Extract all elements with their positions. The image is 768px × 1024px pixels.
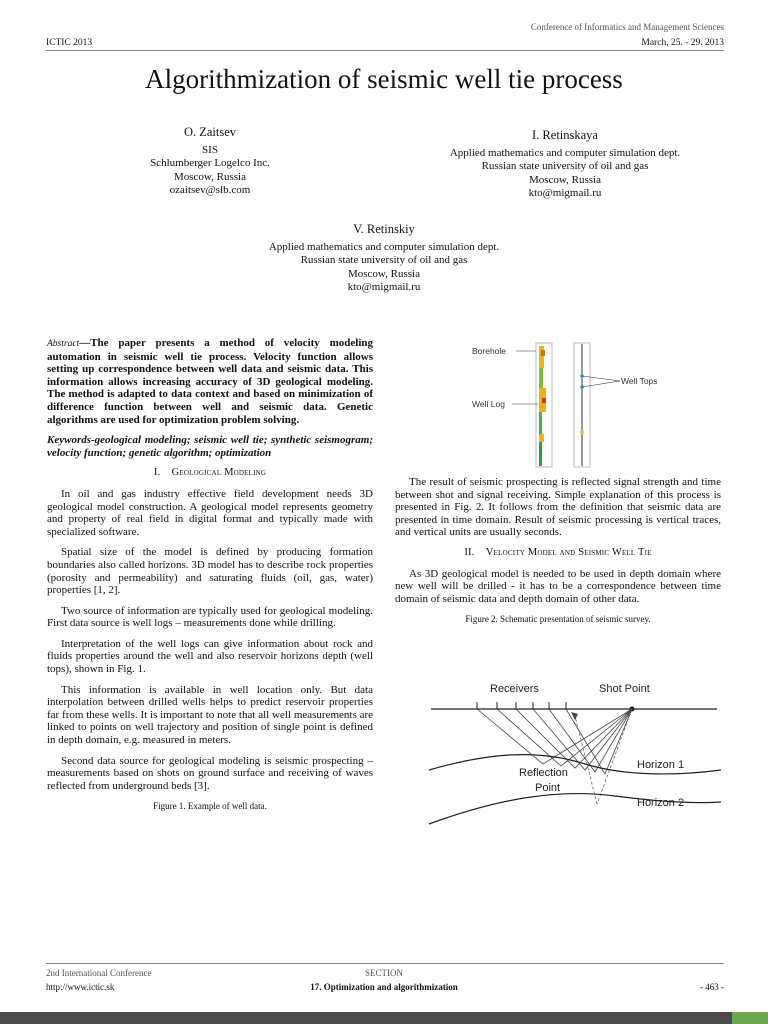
abstract-text: —The paper presents a method of velocity modeling automation in seismic well tie process. Velocity function allows setting up correspondence between well data and seismic data. This information allows increasing accuracy of 3D geological modeling. The method is adapted to data context and based on minimization of difference function between well and seismic data. Genetic algorithms are used for optimization problem solving. [47, 337, 373, 426]
paragraph: Two source of information are typically used for geological modeling. First data source is well logs – measurements done while drilling. [47, 604, 373, 630]
figure-1-well-data [468, 340, 668, 470]
footer-conference: 2nd International Conference [46, 968, 152, 978]
label-shot-point: Shot Point [599, 683, 650, 695]
page-number: - 463 - [700, 982, 724, 992]
abstract [47, 337, 373, 426]
author-block-3 [220, 223, 548, 295]
paragraph: Spatial size of the model is defined by producing formation boundaries also called horizons. 3D model has to describe rock properties (porosity and permeability) and saturating fluids (oil, gas, water) properties [1, 2]. [47, 546, 373, 597]
footer-section-label: SECTION [365, 968, 403, 978]
author-name: V. Retinskiy [353, 222, 415, 236]
author-affiliation: Russian state university of oil and gas [300, 254, 468, 266]
footer-bar [0, 1012, 768, 1024]
author-name: O. Zaitsev [183, 125, 237, 139]
label-horizon-2: Horizon 2 [637, 797, 685, 809]
paragraph: Interpretation of the well logs can give information about rock and fluids properties around the well and also reservoir horizons depth (well tops), shown in Fig. 1. [47, 637, 373, 676]
header-event: ICTIC 2013 [46, 38, 93, 48]
section-heading-1: I. Geological Modeling [153, 467, 267, 479]
footer-url-link[interactable]: http://www.ictic.sk [46, 982, 115, 992]
author-affiliation: Applied mathematics and computer simulation dept. [449, 146, 681, 159]
author-email: kto@migmail.ru [347, 281, 421, 293]
footer-bar-accent [732, 1012, 768, 1024]
paragraph: This information is available in well location only. But data interpolation between drilled wells helps to predict reservoir properties far from these wells. It is important to note that all well measurements are linked to points on well trajectory and position of single point is defined in depth domain, e.g. measured in meters. [47, 683, 373, 747]
author-affiliation: Schlumberger Logelco Inc. [150, 157, 270, 169]
author-location: Moscow, Russia [528, 173, 601, 186]
label-receivers: Receivers [490, 683, 539, 695]
header-date: March, 25. - 29. 2013 [641, 38, 724, 48]
paper-title: Algorithmization of seismic well tie process [145, 64, 623, 94]
header-conference: Conference of Informatics and Management Sciences [530, 22, 724, 32]
figure-1-caption: Figure 1. Example of well data. [153, 801, 267, 812]
label-point: Point [535, 782, 561, 794]
keywords: Keywords-geological modeling; seismic well tie; synthetic seismogram; velocity function; genetic algorithm; optimization [47, 434, 373, 459]
author-email: kto@migmail.ru [528, 187, 602, 199]
label-borehole: Borehole [472, 346, 507, 356]
footer-rule [46, 963, 724, 964]
footer-section-name: 17. Optimization and algorithmization [310, 982, 458, 992]
label-well-tops: Well Tops [621, 376, 658, 386]
section-heading-2: II. Velocity Model and Seismic Well Tie [464, 546, 652, 558]
author-block-2 [400, 129, 730, 201]
author-affiliation: SIS [202, 143, 218, 156]
author-affiliation: Russian state university of oil and gas [481, 160, 649, 172]
paragraph: Second data source for geological modeling is seismic prospecting – measurements based on shots on ground surface and receiving of waves reflected from underground beds [3]. [47, 754, 373, 792]
author-name: I. Retinskaya [532, 128, 598, 142]
abstract-label: Abstract [47, 339, 80, 349]
paragraph: In oil and gas industry effective field development needs 3D geological model construction. A geological model represents geometry and property of real field in digital format and typically made with specialized software. [47, 487, 373, 538]
header-rule [46, 50, 724, 51]
label-well-log: Well Log [472, 399, 505, 409]
author-location: Moscow, Russia [173, 170, 246, 183]
author-email: ozaitsev@slb.com [169, 184, 251, 196]
author-location: Moscow, Russia [347, 267, 420, 280]
paragraph: As 3D geological model is needed to be used in depth domain where new well will be drilled - it has to be a correspondence between time domain of seismic data and depth domain of other data. [395, 567, 721, 605]
figure-2-seismic-survey [425, 676, 725, 826]
figure-2-caption: Figure 2. Schematic presentation of seismic survey. [465, 614, 651, 625]
label-reflection: Reflection [519, 767, 568, 779]
right-column [395, 476, 721, 626]
author-affiliation: Applied mathematics and computer simulation dept. [268, 240, 500, 253]
paragraph: The result of seismic prospecting is reflected signal strength and time between shot and signal receiving. Simple explanation of this process is presented in Fig. 2. It follows from the definition that seismic data are presented in time domain. Result of seismic processing is vertical traces, and vertical units are usually seconds. [395, 476, 721, 539]
left-column [47, 337, 373, 813]
author-block-1 [90, 126, 330, 198]
label-horizon-1: Horizon 1 [637, 759, 685, 771]
